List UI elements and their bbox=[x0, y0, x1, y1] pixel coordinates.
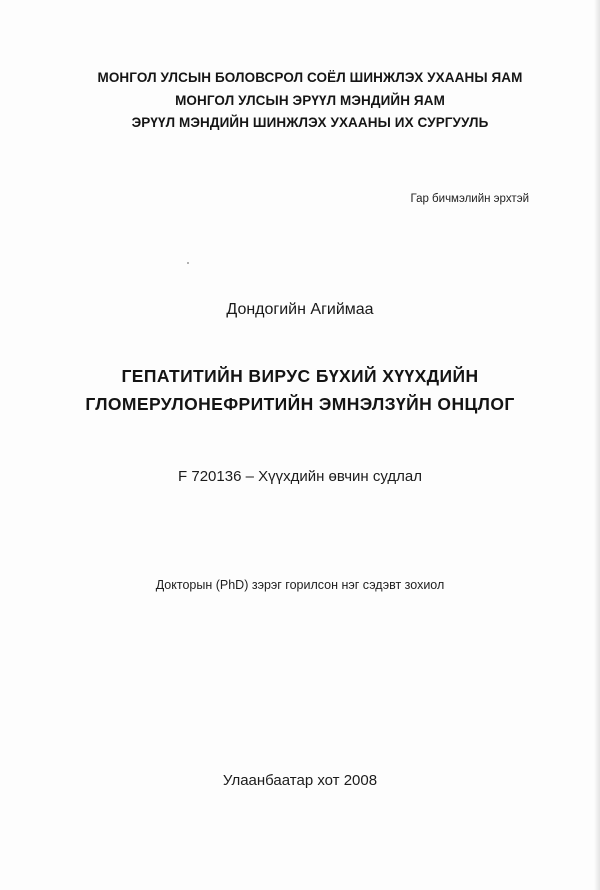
thesis-title-line-2: ГЛОМЕРУЛОНЕФРИТИЙН ЭМНЭЛЗҮЙН ОНЦЛОГ bbox=[85, 394, 515, 414]
scan-speck bbox=[187, 262, 189, 264]
university-line: ЭРҮҮЛ МЭНДИЙН ШИНЖЛЭХ УХААНЫ ИХ СУРГУУЛЬ bbox=[131, 115, 489, 130]
author-name: Дондогийн Агиймаа bbox=[226, 301, 374, 318]
ministry-line-1: МОНГОЛ УЛСЫН БОЛОВСРОЛ СОЁЛ ШИНЖЛЭХ УХААНЫ ЯАМ bbox=[97, 70, 523, 85]
degree-statement: Докторын (PhD) зэрэг горилсон нэг сэдэвт зохиол bbox=[155, 578, 445, 592]
manuscript-rights-note: Гар бичмэлийн эрхтэй bbox=[410, 193, 529, 205]
place-and-year: Улаанбаатар хот 2008 bbox=[222, 772, 378, 789]
specialty-code: F 720136 – Хүүхдийн өвчин судлал bbox=[178, 468, 422, 485]
scan-shadow-edge bbox=[594, 0, 600, 890]
ministry-line-2: МОНГОЛ УЛСЫН ЭРҮҮЛ МЭНДИЙН ЯАМ bbox=[175, 93, 445, 108]
thesis-title-line-1: ГЕПАТИТИЙН ВИРУС БҮХИЙ ХҮҮХДИЙН bbox=[121, 366, 479, 386]
